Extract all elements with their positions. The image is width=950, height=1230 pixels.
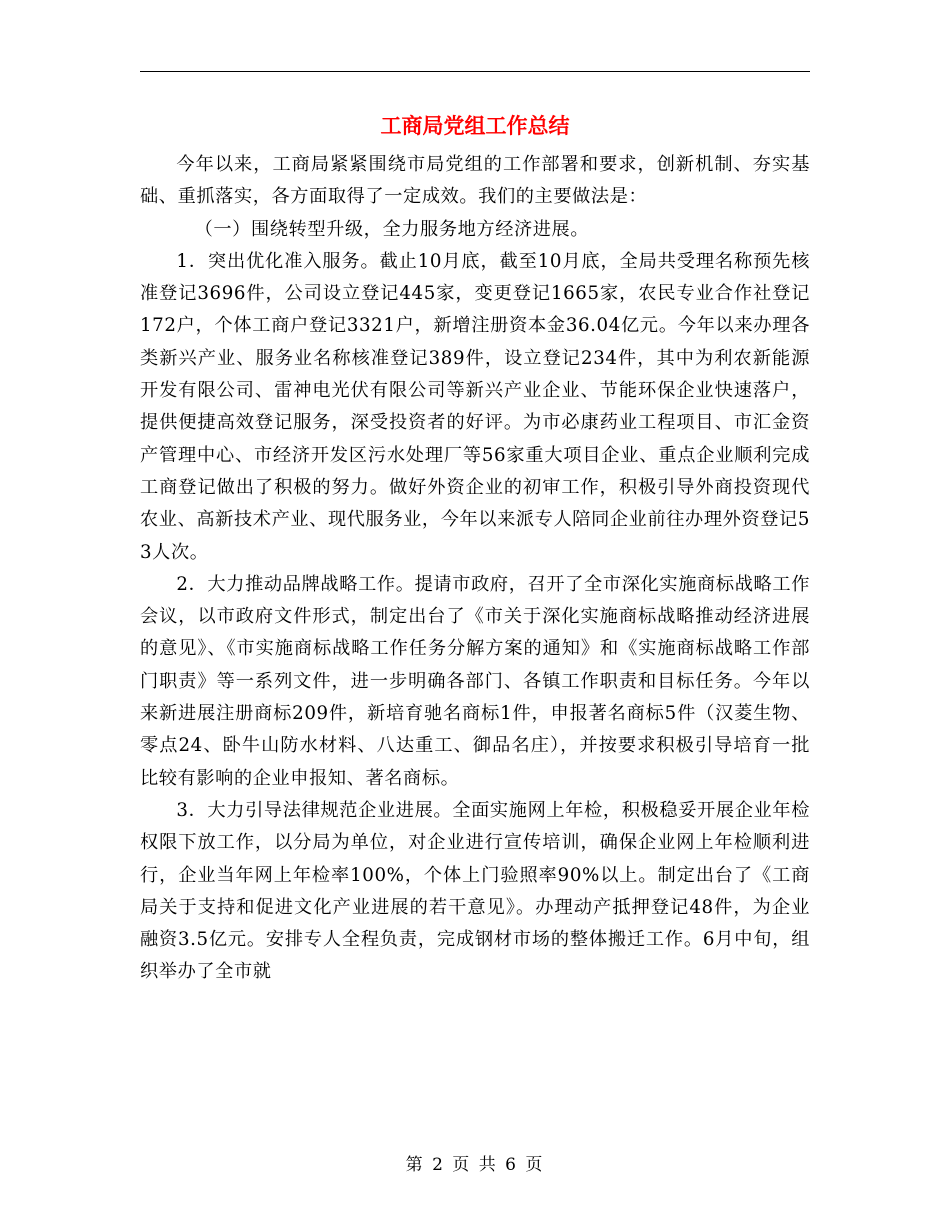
document-body <box>140 149 810 989</box>
item-2-paragraph: 2．大力推动品牌战略工作。提请市政府，召开了全市深化实施商标战略工作会议，以市政府文件形式，制定出台了《市关于深化实施商标战略推动经济进展的意见》、《市实施商标战略工作任务分解方案的通知》和《实施商标战略工作部门职责》等一系列文件，进一步明确各部门、各镇工作职责和目标任务。今年以来新进展注册商标209件，新培育驰名商标1件，申报著名商标5件（汉菱生物、零点24、卧牛山防水材料、八达重工、御品名庄），并按要求积极引导培育一批比较有影响的企业申报知、著名商标。 <box>140 573 810 789</box>
intro-paragraph: 今年以来，工商局紧紧围绕市局党组的工作部署和要求，创新机制、夯实基础、重抓落实，各方面取得了一定成效。我们的主要做法是： <box>140 154 810 208</box>
page-number: 第 2 页 共 6 页 <box>405 1155 545 1175</box>
item-1-paragraph: 1．突出优化准入服务。截止10月底，截至10月底，全局共受理名称预先核准登记3696件，公司设立登记445家，变更登记1665家，农民专业合作社登记172户，个体工商户登记3321户，新增注册资本金36.04亿元。今年以来办理各类新兴产业、服务业名称核准登记389件，设立登记234件，其中为利农新能源开发有限公司、雷神电光伏有限公司等新兴产业企业、节能环保企业快速落户，提供便捷高效登记服务，深受投资者的好评。为市必康药业工程项目、市汇金资产管理中心、市经济开发区污水处理厂等56家重大项目企业、重点企业顺利完成工商登记做出了积极的努力。做好外资企业的初审工作，积极引导外商投资现代农业、高新技术产业、现代服务业，今年以来派专人陪同企业前往办理外资登记53人次。 <box>140 250 810 563</box>
header-rule <box>140 71 810 72</box>
section-heading: （一）围绕转型升级，全力服务地方经济进展。 <box>194 218 590 240</box>
document-title: 工商局党组工作总结 <box>380 113 570 138</box>
item-3-paragraph: 3．大力引导法律规范企业进展。全面实施网上年检，积极稳妥开展企业年检权限下放工作，以分局为单位，对企业进行宣传培训，确保企业网上年检顺利进行，企业当年网上年检率100%，个体上门验照率90%以上。制定出台了《工商局关于支持和促进文化产业进展的若干意见》。办理动产抵押登记48件，为企业融资3.5亿元。安排专人全程负责，完成钢材市场的整体搬迁工作。6月中旬，组织举办了全市就 <box>140 799 810 983</box>
